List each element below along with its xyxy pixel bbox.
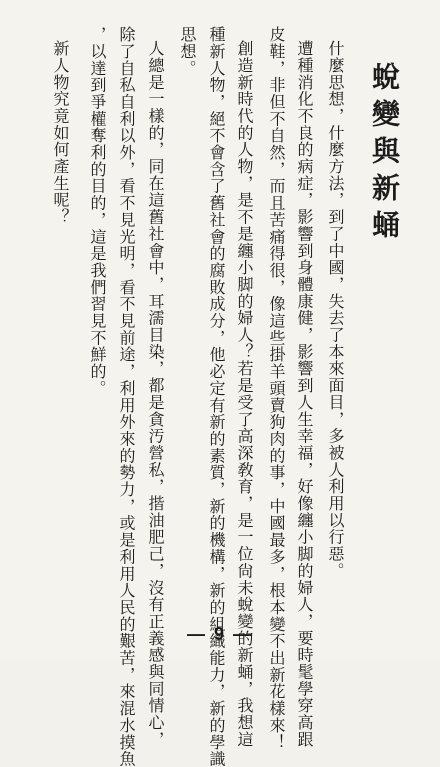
text-column: 人總是一樣的，同在這舊社會中，耳濡目染，都是貪汚營私，揩油肥己，沒有正義感與同情心， bbox=[146, 40, 165, 748]
text-column: 皮鞋，非但不自然，而且苦痛得很，像這些掛羊頭賣狗肉的事，中國最多，根本變不出新花樣來！ bbox=[267, 26, 286, 751]
text-column: 思想。 bbox=[178, 26, 197, 77]
text-column: 創造新時代的人物，是不是纏小脚的婦人？若是受了高深敎育，是一位尙未蛻變的新蛹，我想這 bbox=[235, 40, 254, 748]
text-column: 新人物究竟如何產生呢？ bbox=[51, 40, 70, 226]
text-column: 遭種消化不良的病症，影響到身體康健，影響到人生幸福，好像纏小脚的婦人，要時髦學穿高跟 bbox=[295, 40, 314, 748]
page-number: — 9 — bbox=[186, 624, 253, 644]
text-column: ，以達到爭權奪利的目的，這是我們習見不鮮的。 bbox=[88, 26, 107, 397]
text-column: 除了自私自利以外，看不見光明，看不見前途，利用外來的勢力，或是利用人民的艱苦，來混水摸魚 bbox=[117, 26, 136, 767]
text-column: 種新人物，絕不會含了舊社會的腐敗成分，他必定有新的素質，新的機構，新的組織能力，新的學識 bbox=[207, 26, 226, 767]
text-column: 什麼思想，什麼方法，到了中國，失去了本來面目，多被人利用以行惡。 bbox=[326, 40, 345, 580]
chapter-title: 蛻變與新蛹 bbox=[368, 62, 401, 247]
